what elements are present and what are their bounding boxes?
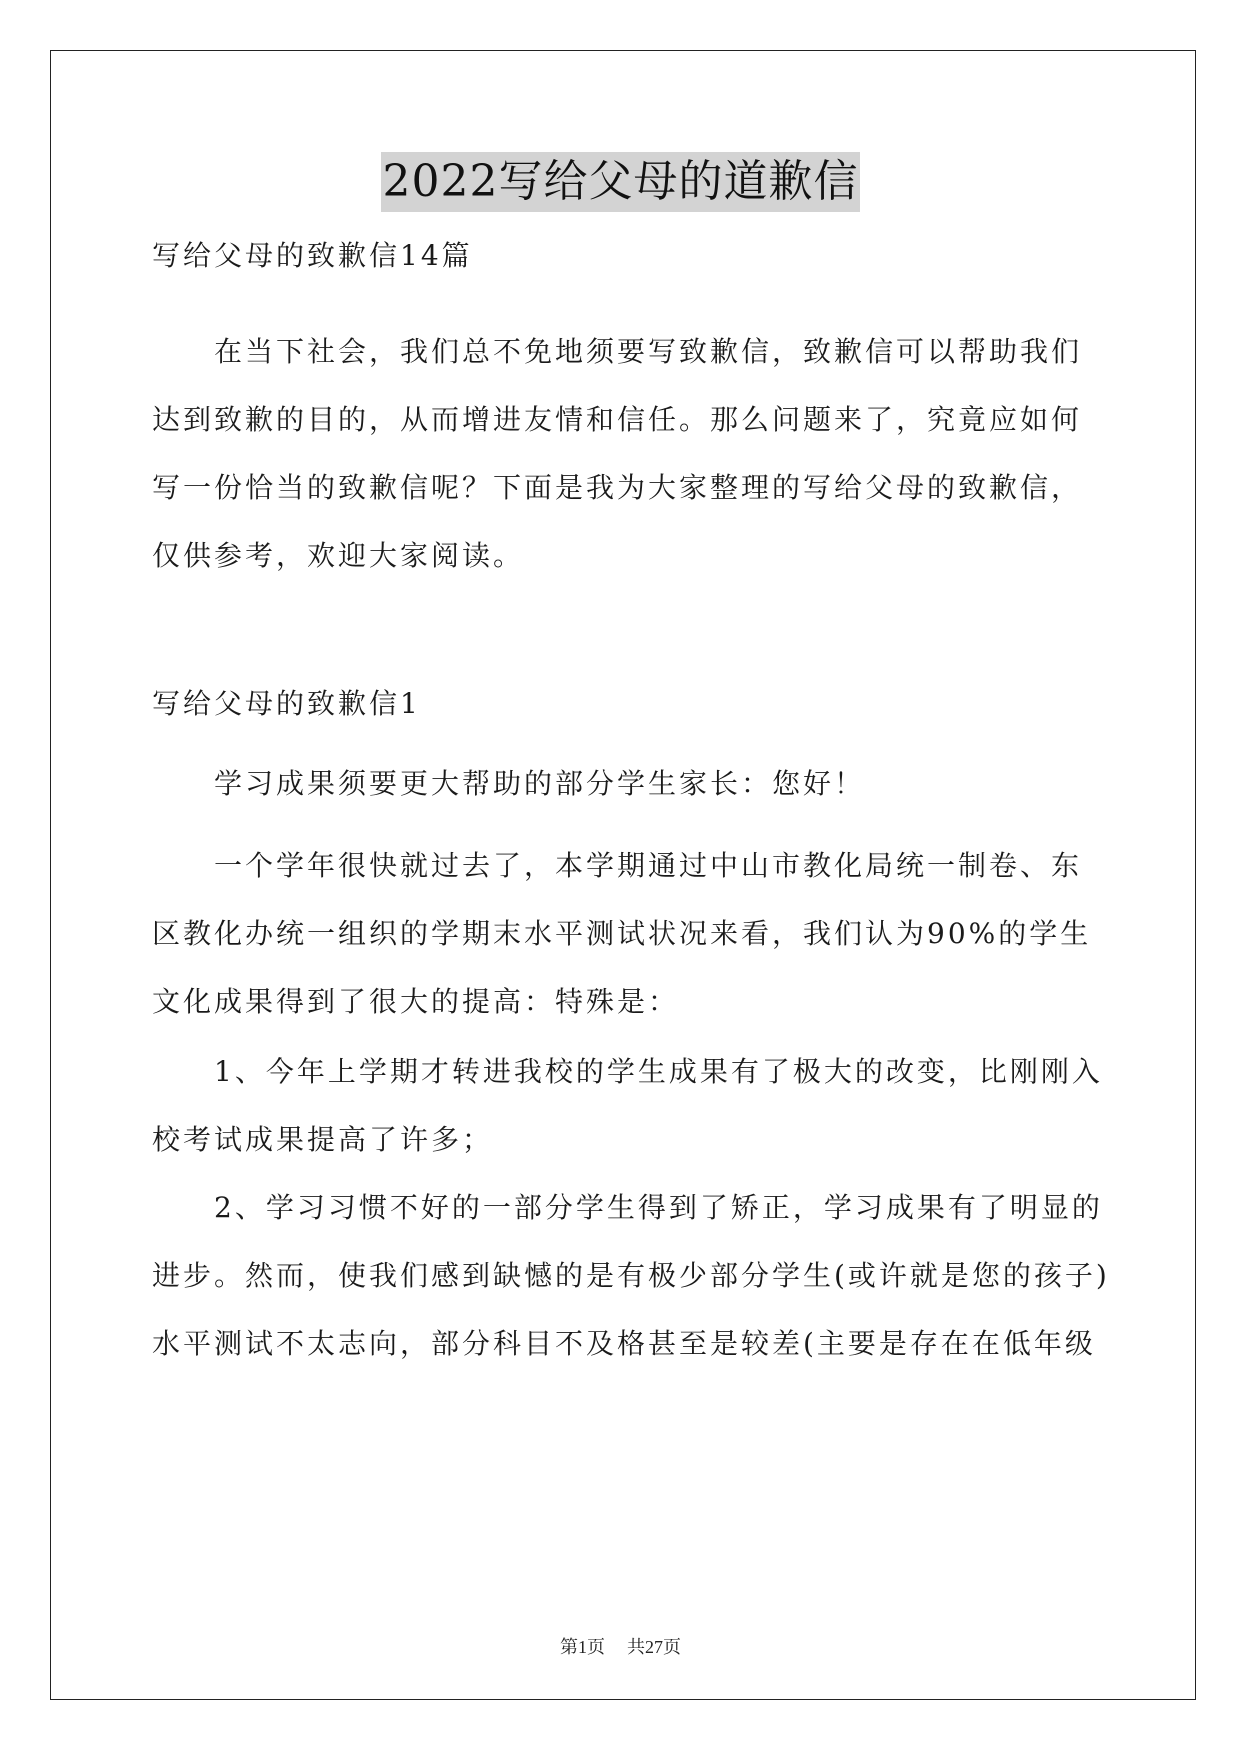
body-line: 1、今年上学期才转进我校的学生成果有了极大的改变，比刚刚入	[214, 1055, 1103, 1088]
document-title: 2022写给父母的道歉信	[381, 152, 861, 212]
intro-line: 仅供参考，欢迎大家阅读。	[152, 539, 525, 572]
body-line: 校考试成果提高了许多；	[152, 1123, 494, 1156]
body-line: 进步。然而，使我们感到缺憾的是有极少部分学生(或许就是您的孩子)	[152, 1259, 1110, 1292]
body-line: 文化成果得到了很大的提高：特殊是：	[152, 985, 680, 1018]
salutation	[152, 750, 1092, 818]
section-heading	[152, 670, 1092, 738]
intro-line: 达到致歉的目的，从而增进友情和信任。那么问题来了，究竟应如何	[152, 403, 1083, 436]
page-number: 第1页	[560, 1637, 605, 1657]
body-paragraph-3	[152, 1174, 1110, 1378]
body-line: 一个学年很快就过去了，本学期通过中山市教化局统一制卷、东	[214, 849, 1083, 882]
document-subtitle	[152, 222, 1092, 290]
salutation-line: 学习成果须要更大帮助的部分学生家长：您好！	[214, 767, 866, 800]
intro-line: 写一份恰当的致歉信呢？下面是我为大家整理的写给父母的致歉信，	[152, 471, 1083, 504]
title-wrap	[0, 152, 1241, 212]
intro-paragraph	[152, 318, 1092, 590]
section-heading-line: 写给父母的致歉信1	[152, 687, 421, 720]
body-line: 水平测试不太志向，部分科目不及格甚至是较差(主要是存在在低年级	[152, 1327, 1096, 1360]
body-line: 2、学习习惯不好的一部分学生得到了矫正，学习成果有了明显的	[214, 1191, 1103, 1224]
page-footer	[0, 1633, 1241, 1659]
body-paragraph-2	[152, 1038, 1103, 1174]
page-total: 共27页	[627, 1637, 681, 1657]
intro-line: 在当下社会，我们总不免地须要写致歉信，致歉信可以帮助我们	[214, 335, 1083, 368]
subtitle-line: 写给父母的致歉信14篇	[152, 239, 473, 272]
body-line: 区教化办统一组织的学期末水平测试状况来看，我们认为90%的学生	[152, 917, 1092, 950]
body-paragraph-1	[152, 832, 1092, 1036]
